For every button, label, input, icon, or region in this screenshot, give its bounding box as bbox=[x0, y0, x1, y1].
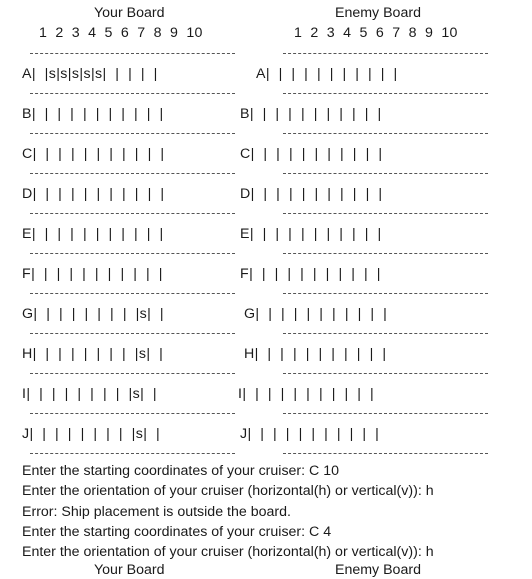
your-board-row: F| | | | | | | | | | | bbox=[22, 266, 163, 282]
enemy-board-row: H| | | | | | | | | | | bbox=[244, 346, 387, 362]
your-board-separator bbox=[30, 333, 235, 334]
enemy-board-title-repeat: Enemy Board bbox=[335, 562, 421, 578]
enemy-board-separator bbox=[283, 453, 488, 454]
your-board-title: Your Board bbox=[94, 5, 165, 21]
enemy-board-separator bbox=[283, 133, 488, 134]
enemy-board-row: B| | | | | | | | | | | bbox=[240, 106, 382, 122]
your-board-separator bbox=[30, 213, 235, 214]
your-board-separator bbox=[30, 293, 235, 294]
your-board-separator bbox=[30, 133, 235, 134]
your-board-separator bbox=[30, 53, 235, 54]
enemy-board-separator bbox=[283, 333, 488, 334]
your-board-separator bbox=[30, 373, 235, 374]
console-line: Enter the orientation of your cruiser (horizontal(h) or vertical(v)): h bbox=[22, 544, 434, 561]
your-board-separator bbox=[30, 453, 235, 454]
your-board-row: I| | | | | | | | |s| | bbox=[22, 386, 157, 402]
enemy-board-separator bbox=[283, 293, 488, 294]
enemy-board-row: G| | | | | | | | | | | bbox=[244, 306, 388, 322]
enemy-board-row: E| | | | | | | | | | | bbox=[240, 226, 382, 242]
enemy-board-title: Enemy Board bbox=[335, 5, 421, 21]
your-board-row: J| | | | | | | | |s| | bbox=[22, 426, 161, 442]
your-board-row: B| | | | | | | | | | | bbox=[22, 106, 164, 122]
enemy-board-separator bbox=[283, 413, 488, 414]
enemy-board-row: I| | | | | | | | | | | bbox=[238, 386, 375, 402]
enemy-board-separator bbox=[283, 253, 488, 254]
your-board-row: C| | | | | | | | | | | bbox=[22, 146, 165, 162]
enemy-board-separator bbox=[283, 53, 488, 54]
your-board-column-header: 1 2 3 4 5 6 7 8 9 10 bbox=[39, 25, 203, 41]
your-board-title-repeat: Your Board bbox=[94, 562, 165, 578]
your-board-row: A| |s|s|s|s|s| | | | | bbox=[22, 66, 158, 82]
enemy-board-separator bbox=[283, 213, 488, 214]
enemy-board-separator bbox=[283, 93, 488, 94]
enemy-board-row: J| | | | | | | | | | | bbox=[240, 426, 380, 442]
enemy-board-column-header: 1 2 3 4 5 6 7 8 9 10 bbox=[294, 25, 458, 41]
enemy-board-row: C| | | | | | | | | | | bbox=[240, 146, 383, 162]
console-line: Error: Ship placement is outside the board. bbox=[22, 503, 291, 520]
your-board-separator bbox=[30, 173, 235, 174]
console-line: Enter the orientation of your cruiser (horizontal(h) or vertical(v)): h bbox=[22, 483, 434, 500]
your-board-separator bbox=[30, 413, 235, 414]
your-board-row: D| | | | | | | | | | | bbox=[22, 186, 165, 202]
console-line: Enter the starting coordinates of your cruiser: C 4 bbox=[22, 523, 332, 540]
enemy-board-row: D| | | | | | | | | | | bbox=[240, 186, 383, 202]
your-board-row: E| | | | | | | | | | | bbox=[22, 226, 164, 242]
your-board-row: G| | | | | | | | |s| | bbox=[22, 306, 165, 322]
your-board-separator bbox=[30, 253, 235, 254]
enemy-board-separator bbox=[283, 373, 488, 374]
your-board-row: H| | | | | | | | |s| | bbox=[22, 346, 164, 362]
enemy-board-separator bbox=[283, 173, 488, 174]
your-board-separator bbox=[30, 93, 235, 94]
enemy-board-row: F| | | | | | | | | | | bbox=[240, 266, 381, 282]
console-line: Enter the starting coordinates of your cruiser: C 10 bbox=[22, 463, 340, 479]
enemy-board-row: A| | | | | | | | | | | bbox=[256, 66, 398, 82]
